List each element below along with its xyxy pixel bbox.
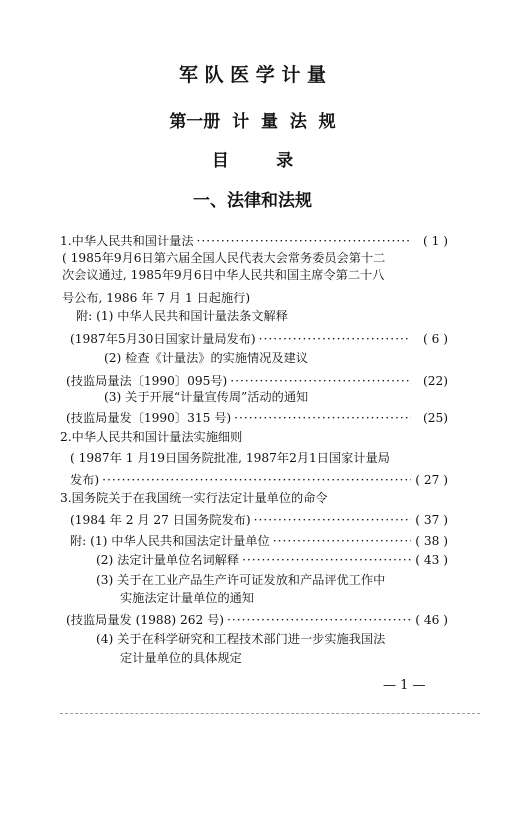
book-title: 军 队 医 学 计 量 bbox=[178, 64, 327, 86]
toc-heading: 目 录 bbox=[211, 151, 294, 171]
bottom-divider bbox=[60, 713, 480, 714]
volume-title: 第一册 计 量 法 规 bbox=[169, 112, 336, 132]
toc-entry: (2) 法定计量单位名词解释 ····· ( 43 ) bbox=[96, 552, 448, 568]
section-heading: 一、法律和法规 bbox=[193, 191, 312, 211]
toc-entry: 附: (1) 中华人民共和国法定计量单位 ····· ( 38 ) bbox=[70, 533, 448, 549]
toc-entry: (1984 年 2 月 27 日国务院发布) ····· ( 37 ) bbox=[70, 512, 448, 528]
toc-line: 2.中华人民共和国计量法实施细则 bbox=[60, 430, 243, 444]
toc-entry: (技监局量发 (1988) 262 号) ····· ( 46 ) bbox=[66, 612, 448, 628]
toc-line: 号公布, 1986 年 7 月 1 日起施行) bbox=[62, 291, 251, 305]
toc-line: 实施法定计量单位的通知 bbox=[120, 591, 255, 605]
toc-entry: 1.中华人民共和国计量法 ····· ( 1 ) bbox=[60, 233, 448, 249]
page-number: — 1 — bbox=[383, 678, 426, 693]
toc-line: (3) 关于在工业产品生产许可证发放和产品评优工作中 bbox=[96, 573, 386, 587]
toc-entry: 发布) ····· ( 27 ) bbox=[70, 472, 448, 488]
toc-line: 3.国务院关于在我国统一实行法定计量单位的命令 bbox=[60, 491, 328, 505]
toc-entry: (技监局量法〔1990〕095号) ····· (22) bbox=[66, 373, 448, 389]
toc-line: ( 1985年9月6日第六届全国人民代表大会常务委员会第十二 bbox=[62, 251, 386, 265]
toc-line: 附: (1) 中华人民共和国计量法条文解释 bbox=[76, 309, 288, 323]
toc-line: (4) 关于在科学研究和工程技术部门进一步实施我国法 bbox=[96, 632, 386, 646]
toc-line: (3) 关于开展“计量宣传周”活动的通知 bbox=[104, 390, 309, 404]
toc-line: 定计量单位的具体规定 bbox=[120, 651, 242, 665]
toc-entry: (技监局量发〔1990〕315 号) ····· (25) bbox=[66, 410, 448, 426]
toc-line: 次会议通过, 1985年9月6日中华人民共和国主席令第二十八 bbox=[62, 268, 385, 282]
toc-entry: (1987年5月30日国家计量局发布) ····· ( 6 ) bbox=[70, 331, 448, 347]
toc-line: (2) 检查《计量法》的实施情况及建议 bbox=[104, 351, 308, 365]
toc-line: ( 1987年 1 月19日国务院批准, 1987年2月1日国家计量局 bbox=[70, 451, 390, 465]
